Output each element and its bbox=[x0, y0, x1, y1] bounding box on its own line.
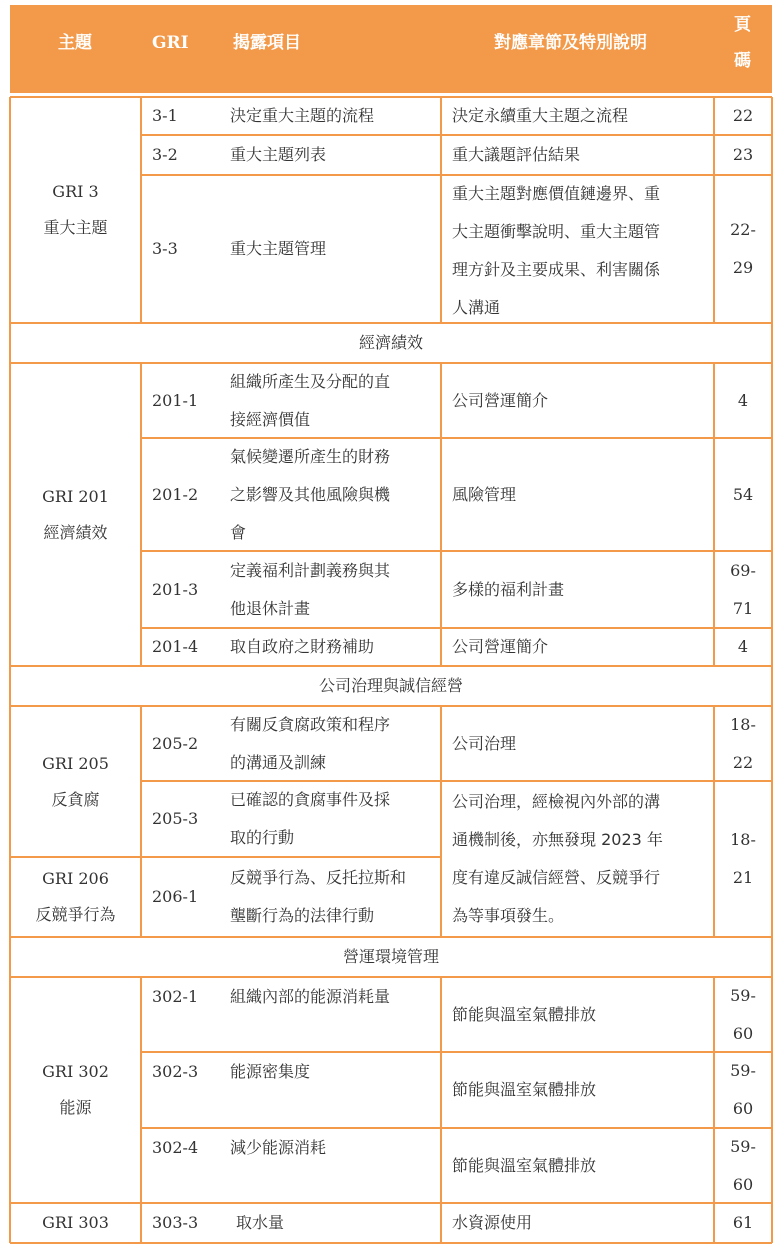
disclosure-item-line: 減少能源消耗 bbox=[230, 1138, 327, 1157]
page-number bbox=[714, 1052, 772, 1128]
disclosure-item-line: 反競爭行為、反托拉斯和 bbox=[230, 868, 407, 887]
topic-cell bbox=[10, 363, 141, 666]
note-cell-line: 節能與溫室氣體排放 bbox=[452, 1080, 597, 1099]
disclosure-item bbox=[230, 97, 437, 135]
gri-code: 201-4 bbox=[152, 637, 199, 656]
topic-name: 經濟績效 bbox=[43, 522, 108, 542]
note-cell bbox=[452, 175, 714, 323]
page-number bbox=[714, 781, 772, 937]
note-cell bbox=[452, 97, 714, 135]
topic-id: GRI 3 bbox=[52, 182, 99, 201]
disclosure-item-line: 他退休計畫 bbox=[230, 598, 311, 618]
disclosure-item bbox=[230, 551, 437, 628]
topic-name: 重大主題 bbox=[43, 218, 108, 237]
grid-line bbox=[10, 856, 441, 858]
disclosure-item-line: 之影響及其他風險與機 bbox=[230, 485, 391, 504]
gri-code: 206-1 bbox=[152, 887, 199, 906]
page-number-line: 60 bbox=[732, 1099, 754, 1118]
disclosure-item bbox=[230, 706, 437, 781]
page-number bbox=[714, 551, 772, 628]
disclosure-item-line: 已確認的貪腐事件及採 bbox=[230, 790, 391, 809]
topic-name: 反競爭行為 bbox=[35, 905, 116, 924]
note-cell-line: 水資源使用 bbox=[452, 1213, 533, 1232]
page-number-line: 59- bbox=[730, 986, 756, 1005]
page-number-line: 59- bbox=[730, 1061, 756, 1080]
note-cell-line: 度有違反誠信經營、反競爭行 bbox=[452, 868, 661, 887]
header-note: 對應章節及特別說明 bbox=[494, 33, 647, 53]
topic-id: GRI 201 bbox=[42, 486, 109, 506]
disclosure-item bbox=[230, 438, 437, 551]
page-number bbox=[714, 977, 772, 1052]
disclosure-item-line: 壟斷行為的法律行動 bbox=[230, 906, 375, 925]
gri-code: 201-1 bbox=[152, 391, 199, 410]
note-cell-line: 大主題衝擊說明、重大主題管 bbox=[452, 222, 661, 241]
page-number bbox=[714, 438, 772, 551]
page-number-line: 59- bbox=[730, 1137, 756, 1156]
grid-line bbox=[10, 665, 772, 667]
page-number-line: 23 bbox=[732, 145, 754, 164]
page-number-line: 4 bbox=[737, 390, 749, 410]
grid-line bbox=[440, 706, 442, 937]
grid-line bbox=[10, 705, 772, 707]
topic-id: GRI 205 bbox=[42, 753, 109, 773]
grid-line bbox=[141, 1051, 772, 1053]
topic-cell bbox=[10, 977, 141, 1203]
note-cell bbox=[452, 1128, 714, 1203]
page-number-line: 60 bbox=[732, 1175, 754, 1194]
disclosure-item-line: 有關反貪腐政策和程序 bbox=[230, 715, 391, 734]
note-cell bbox=[452, 706, 714, 781]
grid-line bbox=[10, 976, 772, 978]
grid-line bbox=[10, 362, 772, 364]
disclosure-item-line: 組織內部的能源消耗量 bbox=[230, 987, 391, 1006]
gri-code: 205-3 bbox=[152, 809, 199, 828]
grid-line bbox=[140, 97, 142, 323]
disclosure-item bbox=[230, 363, 437, 438]
page-number-line: 71 bbox=[732, 598, 754, 618]
section-title: 公司治理與誠信經營 bbox=[318, 676, 463, 695]
page-number bbox=[714, 628, 772, 666]
grid-line bbox=[140, 977, 142, 1243]
note-cell-line: 通機制後，亦無發現 2023 年 bbox=[452, 830, 663, 849]
disclosure-item-line: 定義福利計劃義務與其 bbox=[230, 560, 391, 580]
grid-line bbox=[140, 706, 142, 937]
gri-code: 303-3 bbox=[152, 1213, 199, 1232]
header-page-line2: 碼 bbox=[734, 51, 751, 71]
disclosure-item-line: 接經濟價值 bbox=[230, 410, 311, 429]
note-cell-line: 風險管理 bbox=[452, 484, 517, 504]
page-number-line: 61 bbox=[732, 1213, 754, 1232]
disclosure-item bbox=[236, 1203, 443, 1243]
note-cell-line: 節能與溫室氣體排放 bbox=[452, 1155, 597, 1175]
disclosure-item-line: 的溝通及訓練 bbox=[230, 753, 327, 772]
header-gri: GRI bbox=[152, 33, 189, 53]
grid-line bbox=[141, 437, 772, 439]
grid-line bbox=[141, 174, 772, 176]
grid-line bbox=[141, 780, 772, 782]
page-number-line: 18- bbox=[730, 715, 756, 734]
section-title: 經濟績效 bbox=[358, 333, 423, 352]
topic-cell bbox=[10, 97, 141, 323]
note-cell-line: 公司營運簡介 bbox=[452, 390, 549, 410]
gri-code: 201-2 bbox=[152, 485, 199, 504]
page-number-line: 29 bbox=[732, 258, 754, 277]
disclosure-item bbox=[230, 977, 437, 1052]
gri-code: 205-2 bbox=[152, 734, 199, 753]
disclosure-item-line: 取的行動 bbox=[230, 828, 295, 847]
note-cell bbox=[452, 135, 714, 175]
note-cell-line: 人溝通 bbox=[452, 298, 501, 317]
note-cell-line: 公司治理，經檢視內外部的溝 bbox=[452, 792, 661, 811]
page-number bbox=[714, 175, 772, 323]
note-cell bbox=[452, 438, 714, 551]
page-number bbox=[714, 1203, 772, 1243]
grid-line bbox=[141, 1127, 772, 1129]
gri-code: 3-3 bbox=[152, 239, 178, 258]
page-number bbox=[714, 97, 772, 135]
disclosure-item-line: 氣候變遷所產生的財務 bbox=[230, 447, 391, 466]
disclosure-item-line: 重大主題列表 bbox=[230, 145, 327, 164]
disclosure-item bbox=[230, 135, 437, 175]
grid-line bbox=[440, 97, 442, 323]
note-cell bbox=[452, 628, 714, 666]
grid-line bbox=[141, 134, 772, 136]
table-header bbox=[10, 5, 772, 93]
note-cell bbox=[452, 977, 714, 1052]
grid-line bbox=[9, 97, 11, 1243]
note-cell bbox=[452, 1052, 714, 1128]
gri-code: 3-2 bbox=[152, 145, 178, 164]
note-cell bbox=[452, 551, 714, 628]
page-number-line: 18- bbox=[730, 830, 756, 849]
disclosure-item bbox=[230, 781, 437, 857]
topic-name: 能源 bbox=[59, 1098, 92, 1117]
note-cell bbox=[452, 1203, 714, 1243]
disclosure-item-line: 取自政府之財務補助 bbox=[230, 637, 375, 656]
gri-code: 302-3 bbox=[152, 1062, 199, 1081]
page-number-line: 22 bbox=[732, 106, 754, 125]
header-page-line1: 頁 bbox=[734, 15, 751, 35]
disclosure-item bbox=[230, 1052, 437, 1128]
grid-line bbox=[771, 97, 773, 1243]
note-cell-line: 節能與溫室氣體排放 bbox=[452, 1004, 597, 1024]
note-cell bbox=[452, 781, 714, 937]
note-cell-line: 理方針及主要成果、利害關係 bbox=[452, 260, 661, 279]
grid-line bbox=[440, 363, 442, 666]
note-cell-line: 決定永續重大主題之流程 bbox=[452, 106, 629, 125]
disclosure-item-line: 能源密集度 bbox=[230, 1062, 311, 1081]
disclosure-item bbox=[230, 175, 437, 323]
gri-code: 302-1 bbox=[152, 987, 199, 1006]
disclosure-item-line: 組織所產生及分配的直 bbox=[230, 372, 391, 391]
grid-line bbox=[713, 706, 715, 937]
page-number bbox=[714, 1128, 772, 1203]
grid-line bbox=[10, 1242, 772, 1244]
page-number-line: 22- bbox=[730, 220, 756, 239]
page-number bbox=[714, 706, 772, 781]
note-cell-line: 重大議題評估結果 bbox=[452, 145, 581, 164]
note-cell-line: 公司營運簡介 bbox=[452, 637, 549, 656]
grid-line bbox=[10, 96, 772, 98]
grid-line bbox=[440, 977, 442, 1243]
topic-cell bbox=[10, 857, 141, 937]
topic-id: GRI 206 bbox=[42, 869, 109, 888]
gri-code: 201-3 bbox=[152, 580, 199, 599]
page-number-line: 54 bbox=[732, 484, 754, 504]
gri-code: 3-1 bbox=[152, 106, 178, 125]
topic-cell bbox=[10, 1203, 141, 1243]
note-cell-line: 公司治理 bbox=[452, 733, 517, 753]
topic-cell bbox=[10, 706, 141, 857]
grid-line bbox=[10, 936, 772, 938]
grid-line bbox=[10, 1202, 772, 1204]
section-title: 營運環境管理 bbox=[342, 947, 439, 966]
topic-id: GRI 302 bbox=[42, 1062, 109, 1081]
note-cell bbox=[452, 363, 714, 438]
disclosure-item bbox=[230, 628, 437, 666]
grid-line bbox=[713, 363, 715, 666]
disclosure-item bbox=[230, 1128, 437, 1203]
disclosure-item-line: 決定重大主題的流程 bbox=[230, 106, 375, 125]
grid-line bbox=[140, 363, 142, 666]
gri-code: 302-4 bbox=[152, 1138, 199, 1157]
header-item: 揭露項目 bbox=[233, 33, 301, 53]
disclosure-item-line: 會 bbox=[230, 523, 247, 542]
note-cell-line: 多樣的福利計畫 bbox=[452, 579, 565, 599]
grid-line bbox=[713, 97, 715, 323]
page-number-line: 21 bbox=[732, 868, 754, 887]
page-number-line: 4 bbox=[737, 637, 749, 656]
disclosure-item bbox=[230, 857, 437, 937]
topic-name: 反貪腐 bbox=[51, 789, 100, 809]
grid-line bbox=[10, 322, 772, 324]
page-number bbox=[714, 363, 772, 438]
grid-line bbox=[713, 977, 715, 1243]
note-cell-line: 為等事項發生。 bbox=[452, 906, 565, 925]
page-number-line: 22 bbox=[732, 753, 754, 772]
note-cell-line: 重大主題對應價值鏈邊界、重 bbox=[452, 184, 661, 203]
grid-line bbox=[141, 550, 772, 552]
page-number bbox=[714, 135, 772, 175]
topic-id: GRI 303 bbox=[42, 1213, 109, 1232]
disclosure-item-line: 取水量 bbox=[236, 1213, 285, 1232]
grid-line bbox=[141, 627, 772, 629]
page-number-line: 69- bbox=[730, 560, 756, 580]
disclosure-item-line: 重大主題管理 bbox=[230, 239, 327, 258]
page-number-line: 60 bbox=[732, 1024, 754, 1043]
header-topic: 主題 bbox=[58, 33, 92, 53]
